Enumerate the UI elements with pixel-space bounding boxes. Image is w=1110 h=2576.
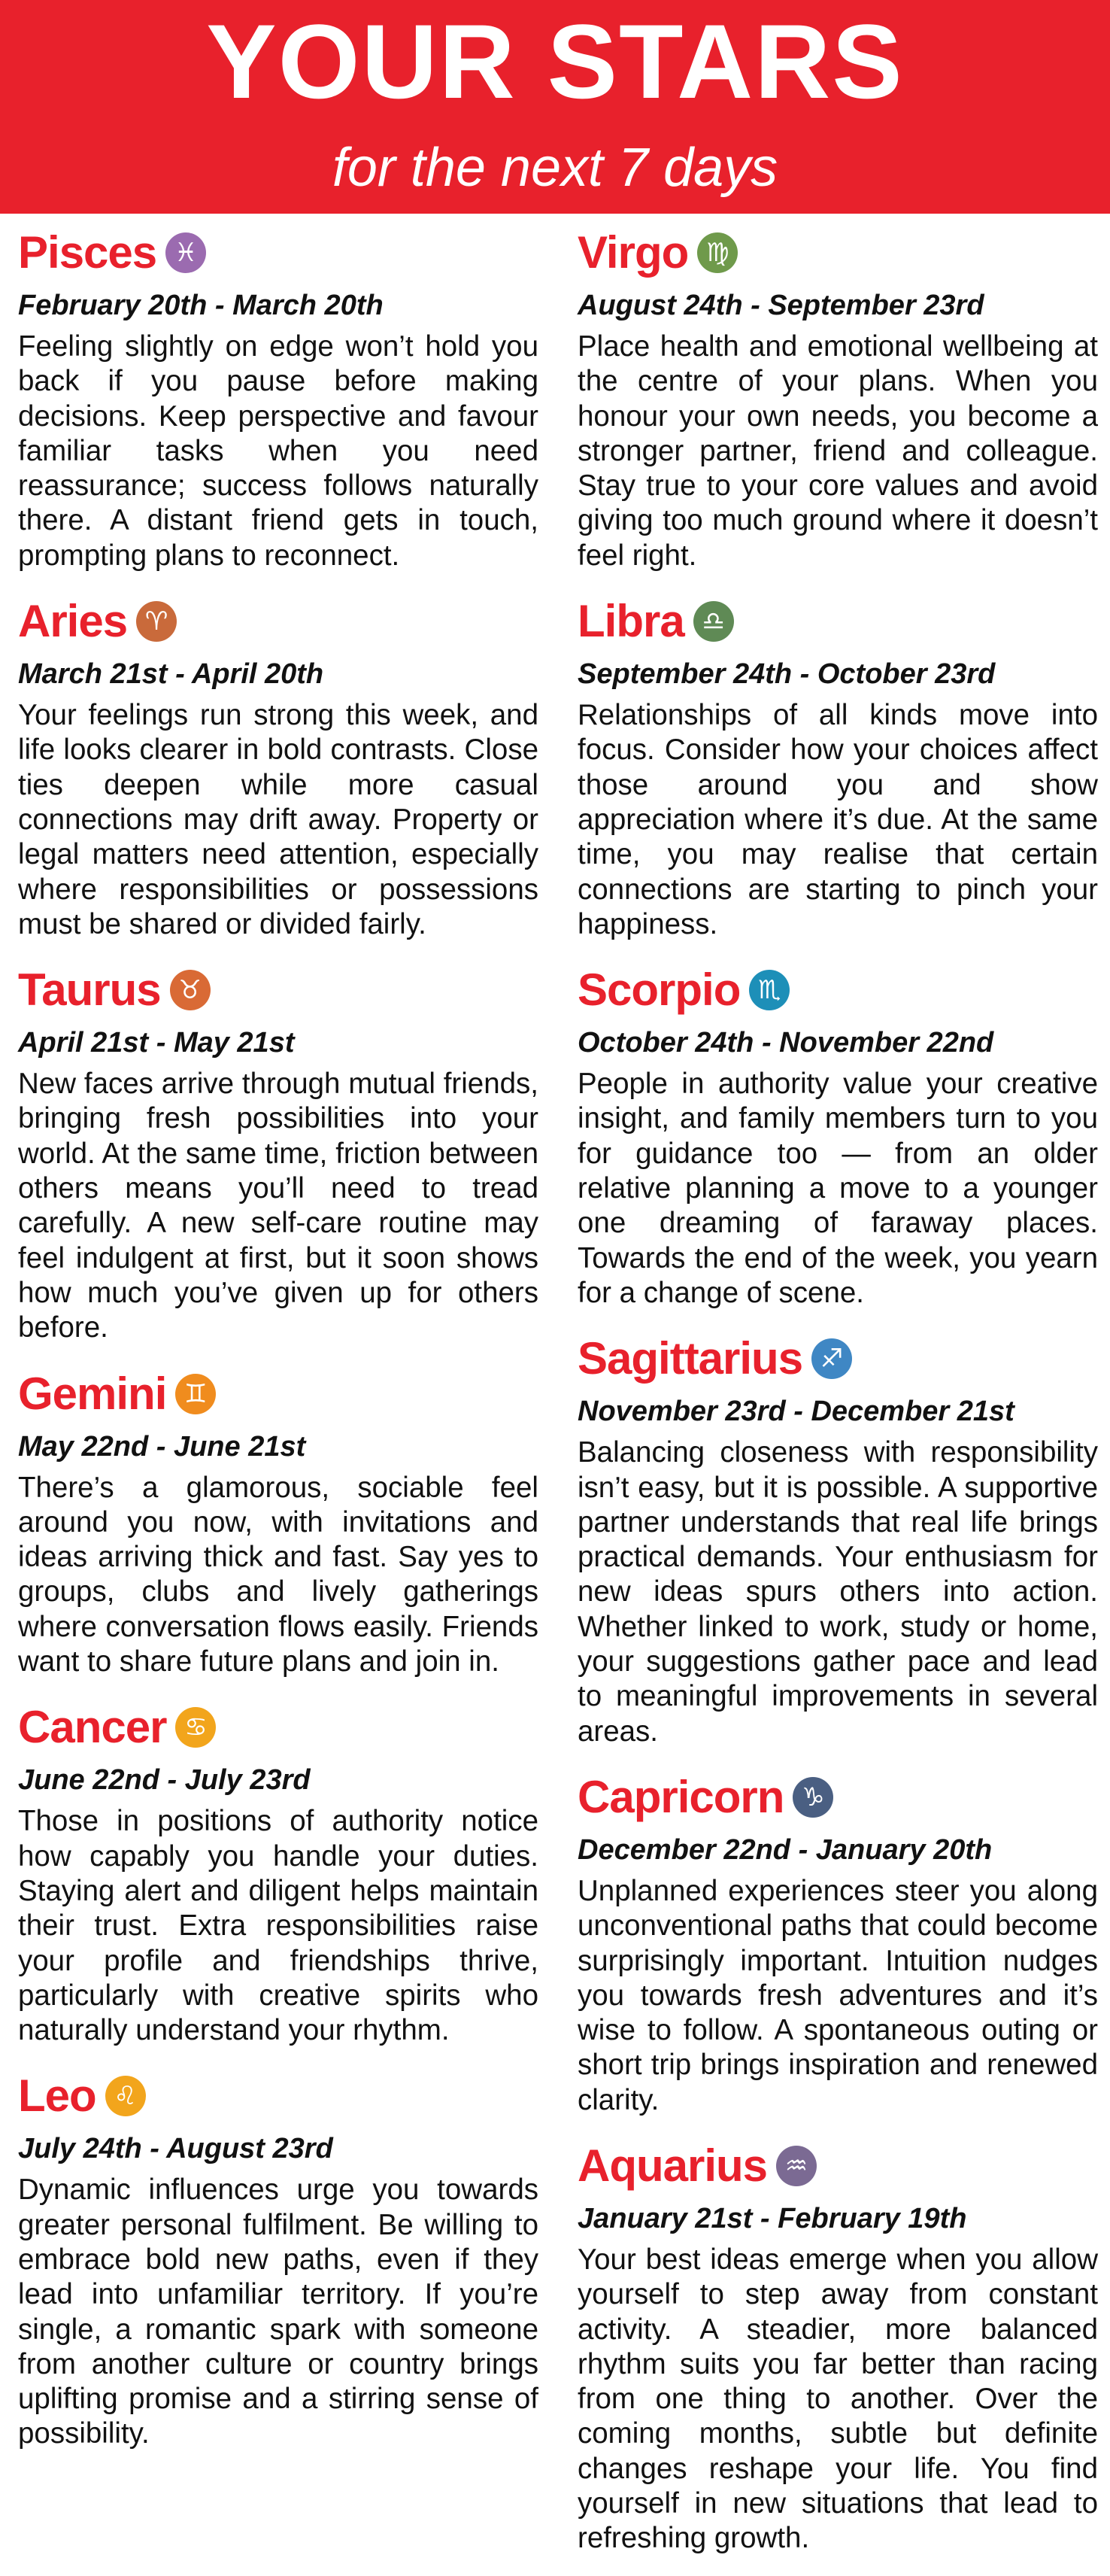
sign-name: Aquarius [578, 2140, 768, 2191]
sign-forecast: Place health and emotional wellbeing at the centre of your plans. When you honour your own needs, you become a stronger partner, friend and colleague. Stay true to your core values and avoid giving too much ground where it doesn’t feel right. [578, 330, 1098, 572]
sign-forecast: Feeling slightly on edge won’t hold you back if you pause before making decisions. Keep perspective and favour familiar tasks when you need reassurance; success follows naturally there. A distant friend gets in touch, prompting plans to reconnect. [18, 330, 538, 572]
virgo-icon: ♍ [697, 232, 738, 273]
sign-dates: September 24th - October 23rd [578, 658, 996, 691]
sign-cancer [18, 1696, 538, 2048]
sign-dates: May 22nd - June 21st [18, 1430, 306, 1463]
sign-forecast: Those in positions of authority notice how capably you handle your duties. Staying alert and diligent helps maintain their trust. Extra responsibilities raise your profile and friendships thrive, particularly with creative spirits who naturally understand your rhythm. [18, 1805, 538, 2047]
sign-forecast: Balancing closeness with responsibility isn’t easy, but it is possible. A supportive partner understands that real life brings practical demands. Your enthusiasm for new ideas spurs others into action. Whether linked to work, study or home, your suggestions gather pace and lead to meaningful improvements in several areas. [578, 1436, 1098, 1748]
sign-forecast: Dynamic influences urge you towards greater personal fulfilment. Be willing to embrace bold new paths, even if they lead into unfamiliar territory. If you’re single, a romantic spark with someone from another culture or country brings uplifting promise and a stirring sense of possibility. [18, 2174, 538, 2450]
sign-dates: November 23rd - December 21st [578, 1396, 1014, 1428]
sign-gemini [18, 1362, 538, 1680]
sign-aquarius [578, 2134, 1098, 2556]
sign-heading [18, 2064, 538, 2128]
sign-name: Taurus [18, 964, 161, 1016]
left-column [18, 221, 538, 2468]
sign-taurus [18, 958, 538, 1345]
libra-icon: ♎ [693, 601, 734, 642]
sign-forecast: People in authority value your creative insight, and family members turn to you for guidance too — from an older relative planning a move to a younger one dreaming of faraway places. Towards the end of the week, you yearn for a change of scene. [578, 1068, 1098, 1309]
sign-forecast: Relationships of all kinds move into focus. Consider how your choices affect those around you and show appreciation where it’s due. At the same time, you may realise that certain connections are starting to pinch your happiness. [578, 699, 1098, 940]
sign-heading [18, 1362, 538, 1426]
sign-heading [578, 221, 1098, 284]
sign-name: Scorpio [578, 964, 741, 1016]
sign-heading [18, 221, 538, 284]
sign-capricorn [578, 1766, 1098, 2118]
taurus-icon: ♉ [170, 970, 211, 1010]
sign-libra [578, 590, 1098, 942]
pisces-icon: ♓ [165, 232, 206, 273]
sign-scorpio [578, 958, 1098, 1311]
sign-name: Sagittarius [578, 1333, 803, 1384]
page-title: YOUR STARS [206, 2, 904, 120]
sign-name: Virgo [578, 227, 689, 278]
sign-name: Cancer [18, 1702, 167, 1753]
sign-sagittarius [578, 1327, 1098, 1749]
sign-dates: March 21st - April 20th [18, 658, 324, 691]
sign-heading [18, 958, 538, 1022]
scorpio-icon: ♏ [749, 970, 790, 1010]
gemini-icon: ♊ [175, 1374, 216, 1414]
sign-dates: July 24th - August 23rd [18, 2133, 333, 2165]
sign-forecast: New faces arrive through mutual friends, bringing fresh possibilities into your world. At the same time, friction between others means you’ll need to tread carefully. A new self-care routine may feel indulgent at first, but it soon shows how much you’ve given up for others before. [18, 1068, 538, 1344]
sign-heading [18, 1696, 538, 1759]
sign-name: Gemini [18, 1368, 167, 1419]
sign-dates: June 22nd - July 23rd [18, 1764, 311, 1797]
sign-forecast: Your best ideas emerge when you allow yourself to step away from constant activity. A steadier, more balanced rhythm suits you far better than racing from one thing to another. Over the coming months, subtle but definite changes reshape your life. You find yourself in new situations that lead to refreshing growth. [578, 2243, 1098, 2555]
sign-dates: February 20th - March 20th [18, 290, 384, 321]
sign-heading [578, 2134, 1098, 2198]
sign-pisces [18, 221, 538, 573]
sign-forecast: Your feelings run strong this week, and life looks clearer in bold contrasts. Close ties deepen while more casual connections may drift away. Property or legal matters need attention, especially where responsibilities or possessions must be shared or divided fairly. [18, 699, 538, 940]
sign-name: Leo [18, 2070, 96, 2122]
sign-heading [18, 590, 538, 653]
cancer-icon: ♋ [175, 1707, 216, 1748]
sign-heading [578, 1766, 1098, 1829]
sign-name: Aries [18, 596, 128, 647]
sign-dates: January 21st - February 19th [578, 2202, 967, 2234]
sign-dates: April 21st - May 21st [18, 1027, 295, 1059]
sign-leo [18, 2064, 538, 2451]
sign-dates: October 24th - November 22nd [578, 1027, 994, 1059]
sign-virgo [578, 221, 1098, 573]
leo-icon: ♌ [105, 2076, 146, 2116]
sign-aries [18, 590, 538, 942]
sign-heading [578, 958, 1098, 1022]
page-subtitle: for the next 7 days [332, 138, 778, 198]
right-column [578, 221, 1098, 2573]
sign-dates: December 22nd - January 20th [578, 1833, 993, 1866]
sign-heading [578, 590, 1098, 653]
sign-heading [578, 1327, 1098, 1390]
capricorn-icon: ♑ [793, 1777, 833, 1818]
aries-icon: ♈ [136, 601, 177, 642]
sagittarius-icon: ♐ [811, 1338, 852, 1379]
sign-forecast: Unplanned experiences steer you along unconventional paths that could become surprisingly important. Intuition nudges you towards fresh adventures and it’s wise to follow. A spontaneous outing or short trip brings inspiration and renewed clarity. [578, 1874, 1098, 2116]
header-banner [0, 0, 1110, 214]
sign-forecast: There’s a glamorous, sociable feel around you now, with invitations and ideas arriving thick and fast. Say yes to groups, clubs and lively gatherings where conversation flows easily. Friends want to share future plans and join in. [18, 1471, 538, 1678]
sign-name: Capricorn [578, 1771, 784, 1822]
aquarius-icon: ♒ [776, 2146, 817, 2186]
sign-dates: August 24th - September 23rd [578, 290, 984, 321]
sign-name: Libra [578, 596, 684, 647]
sign-name: Pisces [18, 227, 157, 278]
